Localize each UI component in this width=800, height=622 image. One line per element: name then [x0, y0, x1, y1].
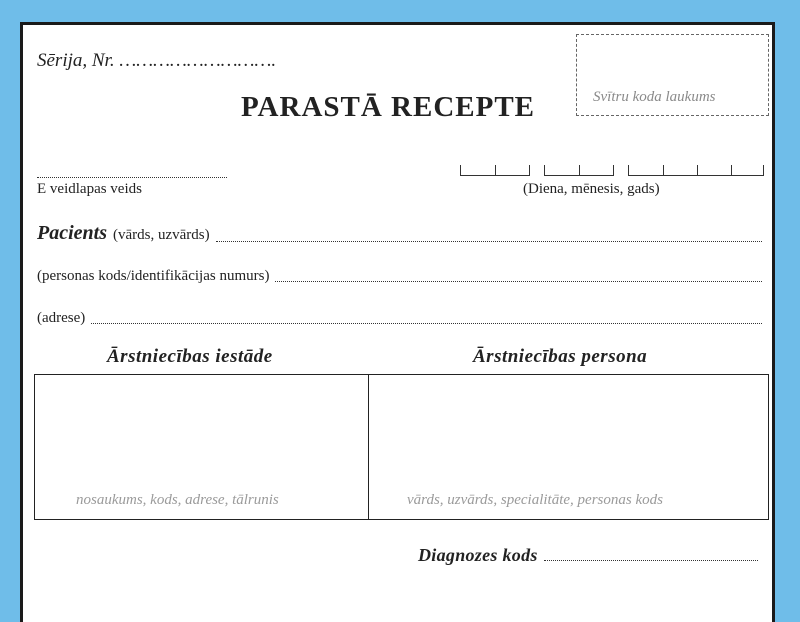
diagnosis-row — [418, 545, 758, 566]
month-boxes[interactable] — [544, 165, 614, 176]
patient-heading: Pacients — [37, 222, 107, 244]
patient-id-field[interactable] — [275, 280, 762, 282]
form-type-field[interactable] — [37, 177, 227, 178]
year-boxes[interactable] — [628, 165, 764, 176]
barcode-area-label: Svītru koda laukums — [593, 89, 716, 105]
patient-address-field[interactable] — [91, 322, 762, 324]
practitioner-heading: Ārstniecības persona — [473, 346, 648, 367]
form-type-label: E veidlapas veids — [37, 181, 142, 197]
patient-name-row — [37, 222, 762, 245]
patient-id-row — [37, 268, 762, 285]
series-number-label: Sērija, Nr. ………………………. — [37, 50, 277, 71]
patient-address-row — [37, 310, 762, 327]
patient-id-label: (personas kods/identifikācijas numurs) — [37, 268, 270, 284]
institution-hint: nosaukums, kods, adrese, tālrunis — [76, 492, 279, 508]
diagnosis-label: Diagnozes kods — [418, 545, 538, 565]
patient-name-label: (vārds, uzvārds) — [113, 227, 210, 243]
institution-practitioner-boxes — [34, 374, 769, 520]
prescription-form — [20, 22, 775, 622]
diagnosis-code-field[interactable] — [544, 560, 758, 561]
day-boxes[interactable] — [460, 165, 530, 176]
institution-heading: Ārstniecības iestāde — [107, 346, 273, 367]
form-title: PARASTĀ RECEPTE — [241, 91, 536, 123]
practitioner-hint: vārds, uzvārds, specialitāte, personas kods — [407, 492, 663, 508]
date-label: (Diena, mēnesis, gads) — [523, 181, 660, 197]
patient-name-field[interactable] — [216, 240, 762, 242]
date-field[interactable] — [460, 165, 765, 179]
patient-address-label: (adrese) — [37, 310, 86, 326]
